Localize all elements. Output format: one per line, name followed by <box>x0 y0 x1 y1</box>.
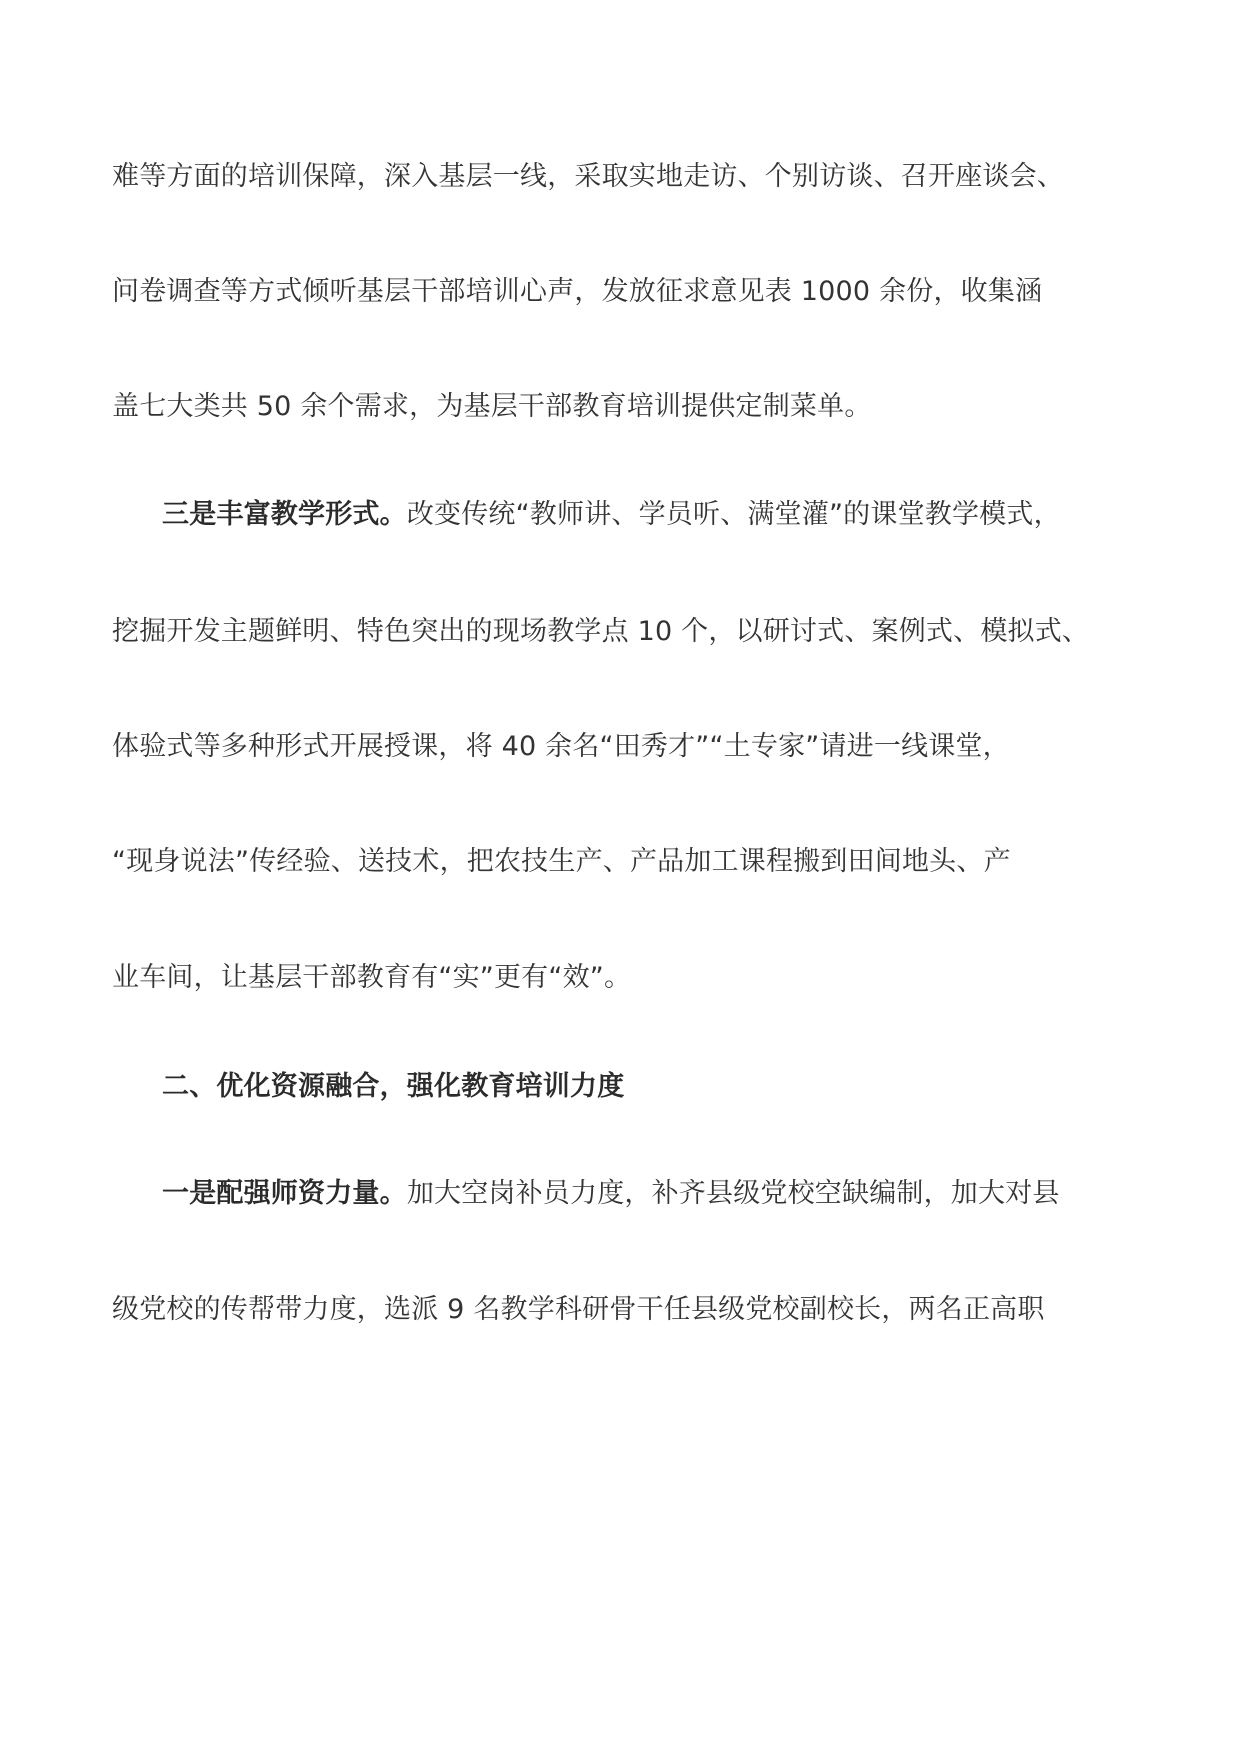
paragraph-lead: 三是丰富教学形式。 <box>162 499 407 530</box>
paragraph-start <box>162 1174 1202 1214</box>
paragraph-start <box>162 495 1202 535</box>
paragraph-text: 加大空岗补员力度，补齐县级党校空缺编制，加大对县 <box>406 1178 1060 1209</box>
text-line: 难等方面的培训保障，深入基层一线，采取实地走访、个别访谈、召开座谈会、 <box>112 161 1064 192</box>
text-line: 问卷调查等方式倾听基层干部培训心声，发放征求意见表 1000 余份，收集涵 <box>112 276 1043 307</box>
paragraph-text: 改变传统“教师讲、学员听、满堂灌”的课堂教学模式， <box>406 499 1061 530</box>
text-line: 级党校的传帮带力度，选派 9 名教学科研骨干任县级党校副校长，两名正高职 <box>112 1294 1045 1325</box>
text-line: 挖掘开发主题鲜明、特色突出的现场教学点 10 个，以研讨式、案例式、模拟式、 <box>112 616 1090 647</box>
text-line: 体验式等多种形式开展授课，将 40 余名“田秀才”“土专家”请进一线课堂， <box>112 731 1010 762</box>
section-heading: 二、优化资源融合，强化教育培训力度 <box>162 1071 625 1102</box>
paragraph-lead: 一是配强师资力量。 <box>162 1178 407 1209</box>
text-line: 业车间，让基层干部教育有“实”更有“效”。 <box>112 962 632 993</box>
text-line: 盖七大类共 50 余个需求，为基层干部教育培训提供定制菜单。 <box>112 391 872 422</box>
text-line: “现身说法”传经验、送技术，把农技生产、产品加工课程搬到田间地头、产 <box>112 846 1011 877</box>
